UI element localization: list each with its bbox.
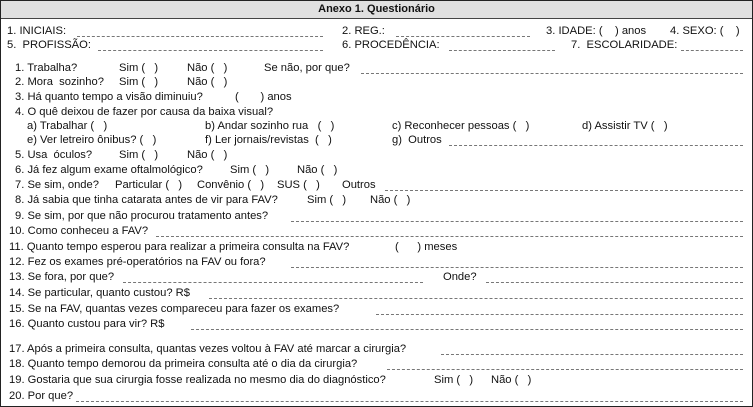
q13-input[interactable] [123,282,423,283]
q6-sim[interactable]: Sim ( ) [230,164,270,176]
q4-option-b[interactable]: b) Andar sozinho rua ( ) [205,120,335,132]
field-idade[interactable]: 3. IDADE: ( ) anos [546,25,647,37]
q7-label: 7. Se sim, onde? [15,179,99,191]
q1-follow-input[interactable] [361,73,743,74]
q19-nao[interactable]: Não ( ) [491,374,532,386]
q4-option-g-label: g) Outros [392,134,442,146]
q20-input[interactable] [76,401,743,402]
q7-sus[interactable]: SUS ( ) [277,179,320,191]
q6-label: 6. Já fez algum exame oftalmológico? [15,164,203,176]
q4-option-e[interactable]: e) Ver letreiro ônibus? ( ) [27,134,157,146]
q1-sim[interactable]: Sim ( ) [119,62,159,74]
q11-label: 11. Quanto tempo esperou para realizar a primeira consulta na FAV? [9,241,350,253]
q16-input[interactable] [191,329,743,330]
q18-input[interactable] [387,369,743,370]
q3-anos[interactable]: ( ) anos [235,91,292,103]
q17-input[interactable] [441,354,743,355]
q1-follow-label: Se não, por que? [264,62,350,74]
field-profissao-label: 5. PROFISSÃO: [7,39,91,51]
q9-label: 9. Se sim, por que não procurou tratamento antes? [15,210,269,222]
q7-particular[interactable]: Particular ( ) [115,179,183,191]
q1-nao[interactable]: Não ( ) [187,62,228,74]
field-reg-label: 2. REG.: [342,25,385,37]
q5-nao[interactable]: Não ( ) [187,149,228,161]
q5-label: 5. Usa óculos? [15,149,93,161]
q6-nao[interactable]: Não ( ) [297,164,338,176]
q7-convenio[interactable]: Convênio ( ) [197,179,265,191]
field-iniciais-label: 1. INICIAIS: [7,25,67,37]
q4-option-f[interactable]: f) Ler jornais/revistas ( ) [205,134,332,146]
q7-outros-input[interactable] [385,190,743,191]
q10-input[interactable] [156,236,743,237]
q19-label: 19. Gostaria que sua cirurgia fosse realizada no mesmo dia do diagnóstico? [9,374,386,386]
q7-outros-label: Outros [342,179,376,191]
q18-label: 18. Quanto tempo demorou da primeira consulta até o dia da cirurgia? [9,358,358,370]
field-iniciais-input[interactable] [77,36,323,37]
q13-label: 13. Se fora, por que? [9,271,115,283]
q4-label: 4. O quê deixou de fazer por causa da baixa visual? [15,106,274,118]
q15-input[interactable] [376,314,743,315]
field-reg-input[interactable] [396,36,530,37]
q4-option-c[interactable]: c) Reconhecer pessoas ( ) [392,120,530,132]
q13-onde-input[interactable] [486,282,743,283]
q19-sim[interactable]: Sim ( ) [434,374,474,386]
field-profissao-input[interactable] [98,50,323,51]
q4-option-g-input[interactable] [449,145,743,146]
q11-meses[interactable]: ( ) meses [395,241,458,253]
form-title: Anexo 1. Questionário [1,1,752,19]
q8-sim[interactable]: Sim ( ) [307,194,347,206]
q9-input[interactable] [291,221,743,222]
q8-label: 8. Já sabia que tinha catarata antes de vir para FAV? [15,194,278,206]
q16-label: 16. Quanto custou para vir? R$ [9,318,165,330]
q2-sim[interactable]: Sim ( ) [119,76,159,88]
field-procedencia-input[interactable] [449,50,555,51]
q14-label: 14. Se particular, quanto custou? R$ [9,287,190,299]
q17-label: 17. Após a primeira consulta, quantas vezes voltou à FAV até marcar a cirurgia? [9,343,407,355]
q4-option-a[interactable]: a) Trabalhar ( ) [27,120,108,132]
q13-onde-label: Onde? [443,271,477,283]
q12-input[interactable] [291,267,743,268]
q1-label: 1. Trabalha? [15,62,78,74]
field-escolaridade-input[interactable] [681,50,743,51]
q15-label: 15. Se na FAV, quantas vezes compareceu para fazer os exames? [9,303,340,315]
q4-option-d[interactable]: d) Assistir TV ( ) [582,120,668,132]
q5-sim[interactable]: Sim ( ) [119,149,159,161]
q2-label: 2. Mora sozinho? [15,76,104,88]
q2-nao[interactable]: Não ( ) [187,76,228,88]
q12-label: 12. Fez os exames pré-operatórios na FAV ou fora? [9,256,266,268]
q20-label: 20. Por que? [9,390,74,402]
field-escolaridade-label: 7. ESCOLARIDADE: [571,39,678,51]
q10-label: 10. Como conheceu a FAV? [9,225,149,237]
q14-input[interactable] [209,298,743,299]
field-procedencia-label: 6. PROCEDÊNCIA: [342,39,440,51]
field-sexo[interactable]: 4. SEXO: ( ) [670,25,740,37]
q3-label: 3. Há quanto tempo a visão diminuiu? [15,91,203,103]
q8-nao[interactable]: Não ( ) [370,194,411,206]
